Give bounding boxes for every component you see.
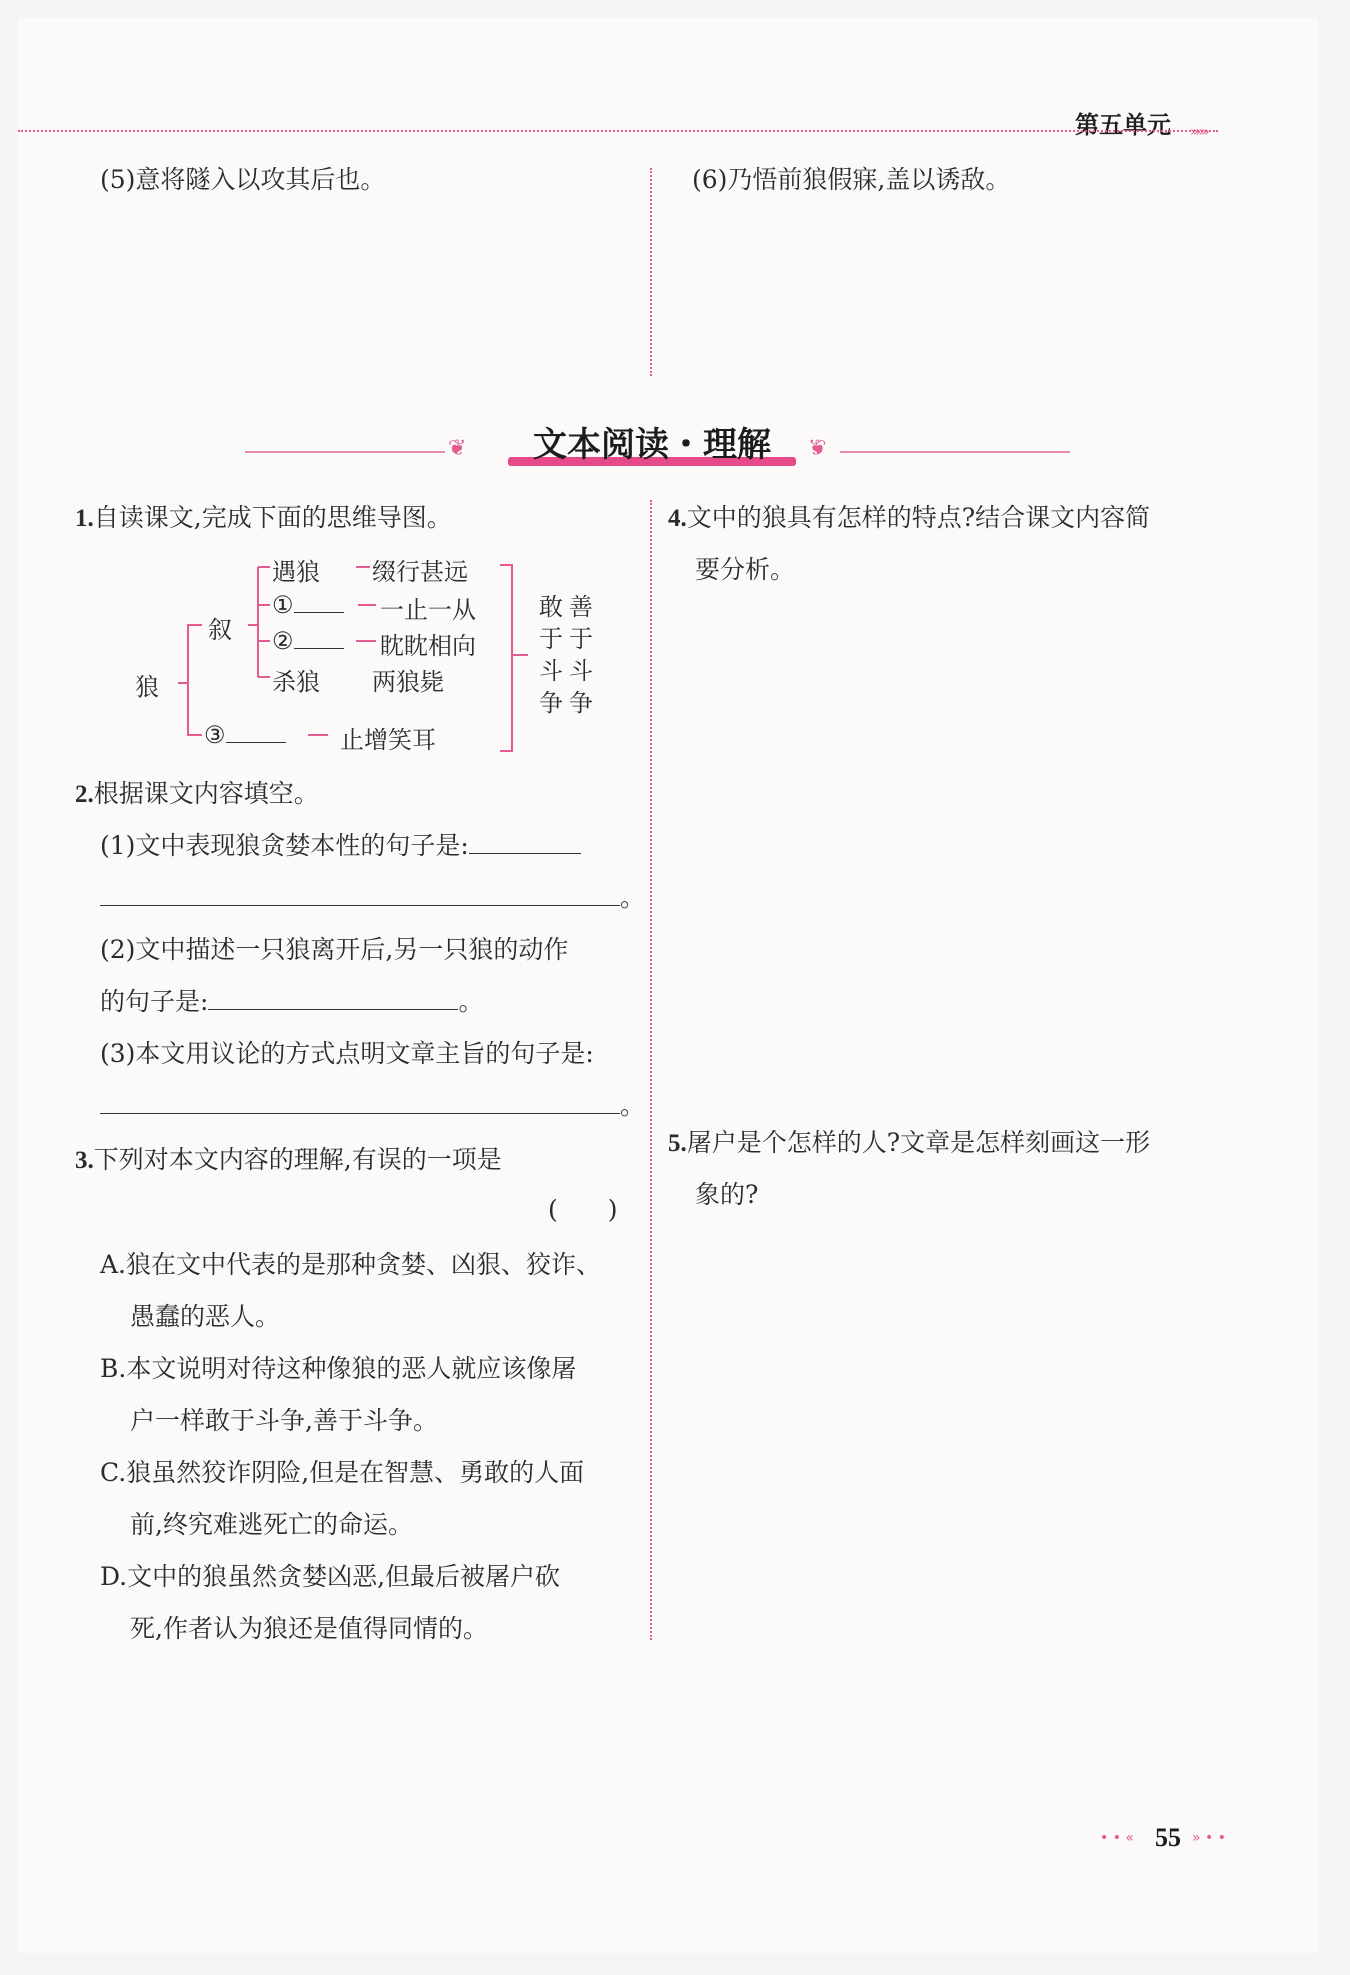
page-number: 55: [1155, 1823, 1181, 1852]
item-5: (5)意将隧入以攻其后也。: [100, 165, 386, 194]
mindmap-blank-1-desc: 一止一从: [380, 596, 476, 624]
question-2-sub-2-line-2: 的句子是: 。: [100, 987, 484, 1016]
column-divider-top: [650, 168, 652, 376]
answer-line-2-1a[interactable]: [469, 831, 581, 854]
question-5-number: 5.: [668, 1130, 687, 1157]
mindmap-blank-2-desc: 眈眈相向: [380, 632, 476, 660]
mindmap-blank-1[interactable]: ①: [272, 590, 344, 619]
question-3-text: 下列对本文内容的理解,有误的一项是: [93, 1145, 502, 1174]
question-2-sub-3-line: 。: [100, 1091, 645, 1121]
mindmap-kill-desc: 两狼毙: [372, 668, 444, 696]
mindmap-blank-3-line[interactable]: [226, 720, 286, 743]
ornament-left-icon: ❦: [448, 436, 467, 461]
page-number-deco-left-icon: • • «: [1100, 1830, 1134, 1846]
question-2-sub-1: (1)文中表现狼贪婪本性的句子是:: [100, 831, 581, 861]
question-1-text: 自读课文,完成下面的思维导图。: [93, 503, 452, 532]
option-a[interactable]: A.狼在文中代表的是那种贪婪、凶狠、狡诈、: [100, 1250, 602, 1279]
question-4-cont: 要分析。: [695, 555, 796, 584]
unit-title: 第五单元: [1075, 111, 1171, 139]
option-b[interactable]: B.本文说明对待这种像狼的恶人就应该像屠: [100, 1354, 577, 1383]
answer-area-5[interactable]: [668, 1225, 1228, 1645]
option-d-cont: 死,作者认为狼还是值得同情的。: [130, 1614, 488, 1643]
section-line-left: [245, 451, 445, 453]
header-arrows-icon: »»»: [1190, 124, 1207, 140]
section-line-right: [840, 451, 1070, 453]
question-2-sub-2-line-1: (2)文中描述一只狼离开后,另一只狼的动作: [100, 935, 569, 964]
option-d[interactable]: D.文中的狼虽然贪婪凶恶,但最后被屠户砍: [100, 1562, 561, 1591]
question-4-number: 4.: [668, 505, 687, 532]
mindmap-encounter-desc: 缀行甚远: [372, 558, 468, 586]
mindmap-root: 狼: [135, 673, 159, 701]
mindmap-narrate: 叙: [208, 616, 232, 644]
mindmap-blank-2[interactable]: ②: [272, 626, 344, 655]
question-4: 4.文中的狼具有怎样的特点?结合课文内容简: [668, 503, 1151, 532]
page-number-deco-right-icon: » • •: [1192, 1830, 1226, 1846]
answer-line-2-1b[interactable]: [100, 883, 620, 906]
question-1: [75, 503, 452, 534]
question-3: [75, 1145, 502, 1176]
mindmap-blank-1-line[interactable]: [294, 590, 344, 613]
answer-area-4[interactable]: [668, 600, 1228, 1100]
question-2-sub-1-line: 。: [100, 883, 645, 913]
mindmap-blank-3[interactable]: ③: [204, 720, 286, 749]
option-b-cont: 户一样敢于斗争,善于斗争。: [130, 1406, 438, 1435]
section-title: 文本阅读・理解: [508, 420, 796, 470]
mindmap-kill: 杀狼: [272, 668, 320, 696]
answer-bracket[interactable]: ( ): [548, 1195, 618, 1224]
question-2-sub-3: (3)本文用议论的方式点明文章主旨的句子是:: [100, 1039, 594, 1068]
question-2-number: 2.: [75, 781, 94, 808]
ornament-right-icon: ❦: [808, 436, 827, 461]
mindmap-right-col-2: 善于斗争: [569, 593, 593, 717]
mindmap-encounter: 遇狼: [272, 558, 320, 586]
mindmap-right-col-1: 敢于斗争: [539, 593, 563, 717]
question-2: [75, 779, 319, 810]
option-c[interactable]: C.狼虽然狡诈阴险,但是在智慧、勇敢的人面: [100, 1458, 585, 1487]
question-1-number: 1.: [75, 505, 94, 532]
column-divider-main: [650, 500, 652, 1640]
question-5-cont: 象的?: [695, 1180, 759, 1209]
mindmap-blank-2-line[interactable]: [294, 626, 344, 649]
question-5: 5.屠户是个怎样的人?文章是怎样刻画这一形: [668, 1128, 1151, 1157]
mindmap-blank-3-desc: 止增笑耳: [340, 726, 436, 754]
item-6: (6)乃悟前狼假寐,盖以诱敌。: [692, 165, 1011, 194]
option-c-cont: 前,终究难逃死亡的命运。: [130, 1510, 413, 1539]
answer-line-2-2[interactable]: [208, 987, 458, 1010]
mind-map: [130, 555, 630, 765]
answer-line-2-3[interactable]: [100, 1091, 620, 1114]
header-divider: [18, 130, 1218, 132]
question-3-number: 3.: [75, 1147, 94, 1174]
option-a-cont: 愚蠢的恶人。: [130, 1302, 281, 1331]
question-2-text: 根据课文内容填空。: [93, 779, 319, 808]
